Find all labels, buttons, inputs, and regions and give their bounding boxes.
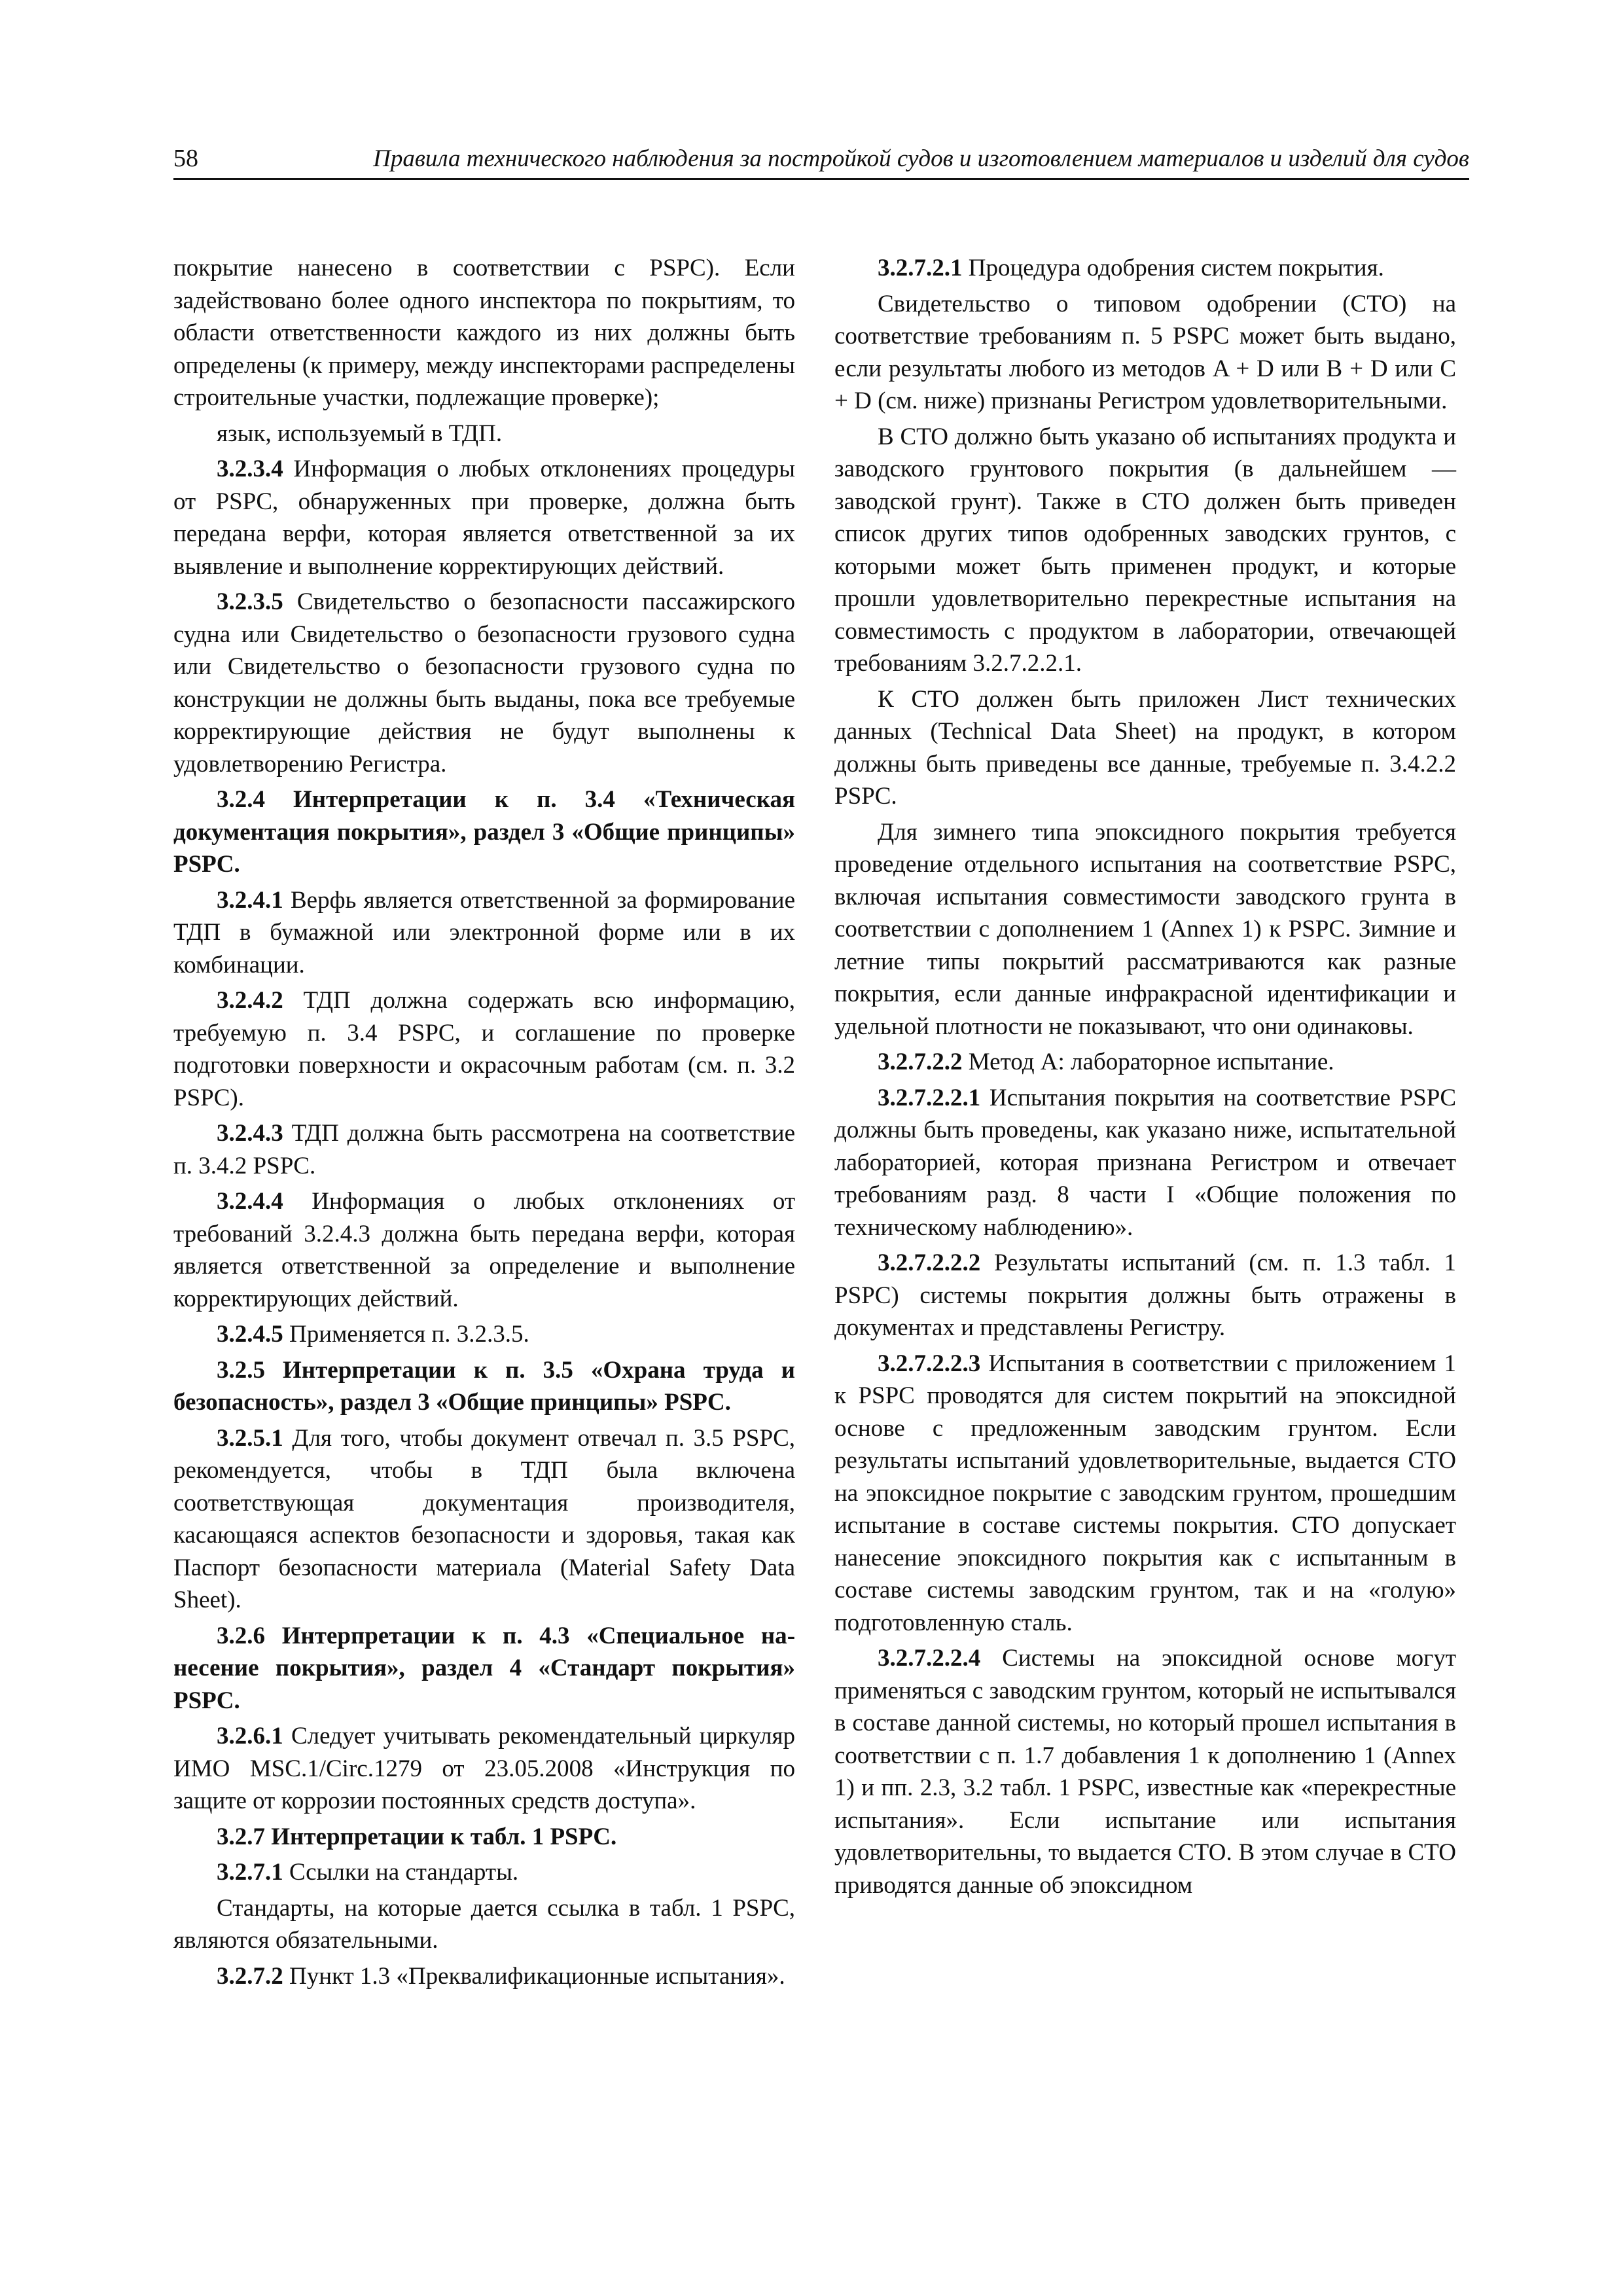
clause-number: 3.2.7.2.2.1	[878, 1084, 981, 1111]
clause-number: 3.2.4.5	[217, 1321, 283, 1348]
running-title: Правила технического наблюдения за постройкой судов и изготовлением материалов и изделий для судов	[373, 145, 1469, 172]
clause-number: 3.2.7.2.2.3	[878, 1350, 981, 1377]
paragraph-text: Информация о любых отклонениях от требований 3.2.4.3 должна быть передана верфи, которая является ответственной за определение и выполнение корректирующих действий.	[173, 1188, 796, 1312]
paragraph	[173, 453, 795, 583]
clause-number: 3.2.5.1	[217, 1424, 283, 1452]
paragraph-text: ТДП должна содержать всю информацию, требуемую п. 3.4 PSPC, и соглашение по проверке подготовки поверхности и окрасочным работам (см. п. 3.2 PSPC).	[173, 987, 796, 1111]
paragraph	[834, 252, 1456, 285]
paragraph	[834, 1082, 1456, 1244]
paragraph	[173, 1960, 795, 1993]
paragraph-text: Для того, чтобы документ отвечал п. 3.5 PSPC, рекомендуется, чтобы в ТДП была включена соответствующая документация производителя, касающаяся аспектов безопасности и здоровья, такая как Паспорт безопасности материала (Material Safety Data Sheet).	[173, 1424, 796, 1613]
paragraph-text: Следует учитывать рекомендательный циркуляр ИМО MSC.1/Circ.1279 от 23.05.2008 «Инструкция по защите от коррозии постоянных средств доступа».	[173, 1723, 796, 1814]
paragraph-text: Интерпретации к п. 3.5 «Охрана труда и безопасность», раздел 3 «Общие принципы» PSPC.	[173, 1356, 796, 1416]
clause-number: 3.2.7.2.1	[878, 255, 963, 281]
paragraph	[834, 1348, 1456, 1640]
paragraph-text: ТДП должна быть рассмотрена на соответствие п. 3.4.2 PSPC.	[173, 1120, 795, 1179]
paragraph	[173, 1892, 795, 1957]
clause-number: 3.2.7.2	[217, 1962, 283, 1990]
section-heading	[173, 1620, 795, 1717]
clause-number: 3.2.7.2.2.2	[878, 1249, 981, 1276]
clause-number: 3.2.7.2.2	[878, 1049, 963, 1075]
paragraph	[173, 884, 795, 982]
paragraph-text: Интерпретации к п. 4.3 «Специальное нанесение покрытия», раздел 4 «Стандарт покрытия» PSPC.	[173, 1622, 796, 1714]
clause-number: 3.2.4.3	[217, 1120, 283, 1147]
paragraph	[173, 984, 795, 1114]
page-header	[173, 143, 1469, 180]
clause-number: 3.2.7	[217, 1823, 265, 1850]
right-column	[834, 252, 1456, 1905]
paragraph-text: Свидетельство о безопасности пассажирского судна или Свидетельство о безопасности грузового судна или Свидетельство о безопасности грузового судна по конструкции не должны быть выданы, пока все требуемые корректирующие действия не будут выполнены к удовлетворению Регистра.	[173, 588, 796, 778]
clause-number: 3.2.6	[217, 1622, 265, 1649]
paragraph-text: Интерпретации к п. 3.4 «Техническая документация покрытия», раздел 3 «Общие принципы» PSPC.	[173, 786, 795, 878]
clause-number: 3.2.4.2	[217, 987, 283, 1014]
page-number: 58	[173, 145, 198, 172]
clause-number: 3.2.7.1	[217, 1859, 283, 1886]
clause-number: 3.2.7.2.2.4	[878, 1645, 981, 1672]
paragraph	[173, 1422, 795, 1617]
paragraph-text: Свидетельство о типовом одобрении (СТО) на соответствие требованиям п. 5 PSPC может быть выдано, если результаты любого из методов A + D или B + D или C + D (см. ниже) признаны Регистром удовлетворительными.	[834, 290, 1456, 414]
clause-number: 3.2.3.5	[217, 588, 283, 615]
paragraph	[834, 421, 1456, 680]
paragraph-text: К СТО должен быть приложен Лист технических данных (Technical Data Sheet) на продукт, в котором должны быть приведены все данные, требуемые п. 3.4.2.2 PSPC.	[834, 685, 1456, 810]
paragraph-text: Информация о любых отклонениях процедуры от PSPC, обнаруженных при проверке, должна быть передана верфи, которая является ответственной за их выявление и выполнение корректирующих действий.	[173, 456, 795, 580]
paragraph	[173, 1720, 795, 1818]
left-column	[173, 252, 795, 1996]
paragraph	[834, 816, 1456, 1043]
paragraph	[173, 1318, 795, 1351]
clause-number: 3.2.4.4	[217, 1188, 283, 1215]
paragraph	[173, 1117, 795, 1182]
paragraph-text: язык, используемый в ТДП.	[217, 420, 503, 447]
section-heading	[173, 783, 795, 881]
paragraph-text: В СТО должно быть указано об испытаниях продукта и заводского грунтового покрытия (в дальнейшем — заводской грунт). Также в СТО должен быть приведен список других типов одобренных заводских грунтов, с которыми может быть применен продукт, и которые прошли удовлетворительно перекрестные испытания на совместимость с продуктом в лаборатории, отвечающей требованиям 3.2.7.2.2.1.	[834, 423, 1456, 677]
clause-number: 3.2.4	[217, 786, 265, 813]
section-heading	[173, 1354, 795, 1419]
paragraph	[173, 1856, 795, 1889]
paragraph-text: Результаты испытаний (см. п. 1.3 табл. 1 PSPC) системы покрытия должны быть отражены в документах и представлены Регистру.	[834, 1249, 1457, 1341]
paragraph-text: Испытания покрытия на соответствие PSPC должны быть проведены, как указано ниже, испытательной лабораторией, которая признана Регистром и отвечает требованиям разд. 8 части I «Общие положения по техническому наблюдению».	[834, 1084, 1456, 1241]
paragraph-text: Метод A: лабораторное испытание.	[968, 1049, 1334, 1075]
clause-number: 3.2.4.1	[217, 886, 283, 914]
paragraph-text: Применяется п. 3.2.3.5.	[289, 1321, 529, 1348]
clause-number: 3.2.3.4	[217, 456, 283, 482]
paragraph-text: Верфь является ответственной за формирование ТДП в бумажной или электронной форме или в их комбинации.	[173, 886, 795, 978]
section-heading	[173, 1821, 795, 1854]
paragraph-text: Интерпретации к табл. 1 PSPC.	[271, 1823, 617, 1850]
paragraph	[834, 1247, 1456, 1344]
paragraph	[173, 586, 795, 780]
paragraph-text: Для зимнего типа эпоксидного покрытия требуется проведение отдельного испытания на соответствие PSPC, включая испытания совместимости заводского грунта в соответствии с дополнением 1 (Annex 1) к PSPC. Зимние и летние типы покрытий рассматриваются как разные покрытия, если данные инфракрасной идентификации и удельной плотности не показывают, что они одинаковы.	[834, 818, 1456, 1040]
clause-number: 3.2.5	[217, 1356, 265, 1384]
paragraph-text: Стандарты, на которые дается ссылка в табл. 1 PSPC, являются обязательными.	[173, 1894, 795, 1954]
paragraph-text: Ссылки на стандарты.	[289, 1859, 519, 1886]
paragraph	[834, 288, 1456, 418]
paragraph-text: Испытания в соответствии с приложением 1 к PSPC проводятся для систем покрытий на эпоксидной основе с предложенным заводским грунтом. Если результаты испытаний удовлетворительные, выдается СТО на эпоксидное покрытие с заводским грунтом, прошедшим испытание в составе системы покрытия. СТО допускает нанесение эпоксидного покрытия как с испытанным в составе системы заводским грунтом, так и на «голую» подготовленную сталь.	[834, 1350, 1456, 1636]
paragraph	[173, 252, 795, 414]
paragraph-text: Пункт 1.3 «Преквалификационные испытания».	[289, 1962, 785, 1990]
paragraph-text: Системы на эпоксидной основе могут применяться с заводским грунтом, который не испытывался в составе данной системы, но который прошел испытания в соответствии с п. 1.7 добавления 1 к дополнению 1 (Annex 1) и пп. 2.3, 3.2 табл. 1 PSPC, известные как «перекрестные испытания». Если испытание или испытания удовлетворительны, то выдается СТО. В этом случае в СТО приводятся данные об эпоксидном	[834, 1645, 1456, 1899]
clause-number: 3.2.6.1	[217, 1723, 283, 1749]
paragraph-text: покрытие нанесено в соответствии с PSPC). Если задействовано более одного инспектора по покрытиям, то области ответственности каждого из них должны быть определены (к примеру, между инспекторами распределены строительные участки, подлежащие проверке);	[173, 255, 795, 411]
paragraph	[834, 683, 1456, 813]
paragraph	[834, 1642, 1456, 1901]
paragraph	[834, 1046, 1456, 1079]
paragraph	[173, 1185, 795, 1315]
paragraph	[173, 418, 795, 450]
paragraph-text: Процедура одобрения систем покрытия.	[968, 255, 1384, 281]
